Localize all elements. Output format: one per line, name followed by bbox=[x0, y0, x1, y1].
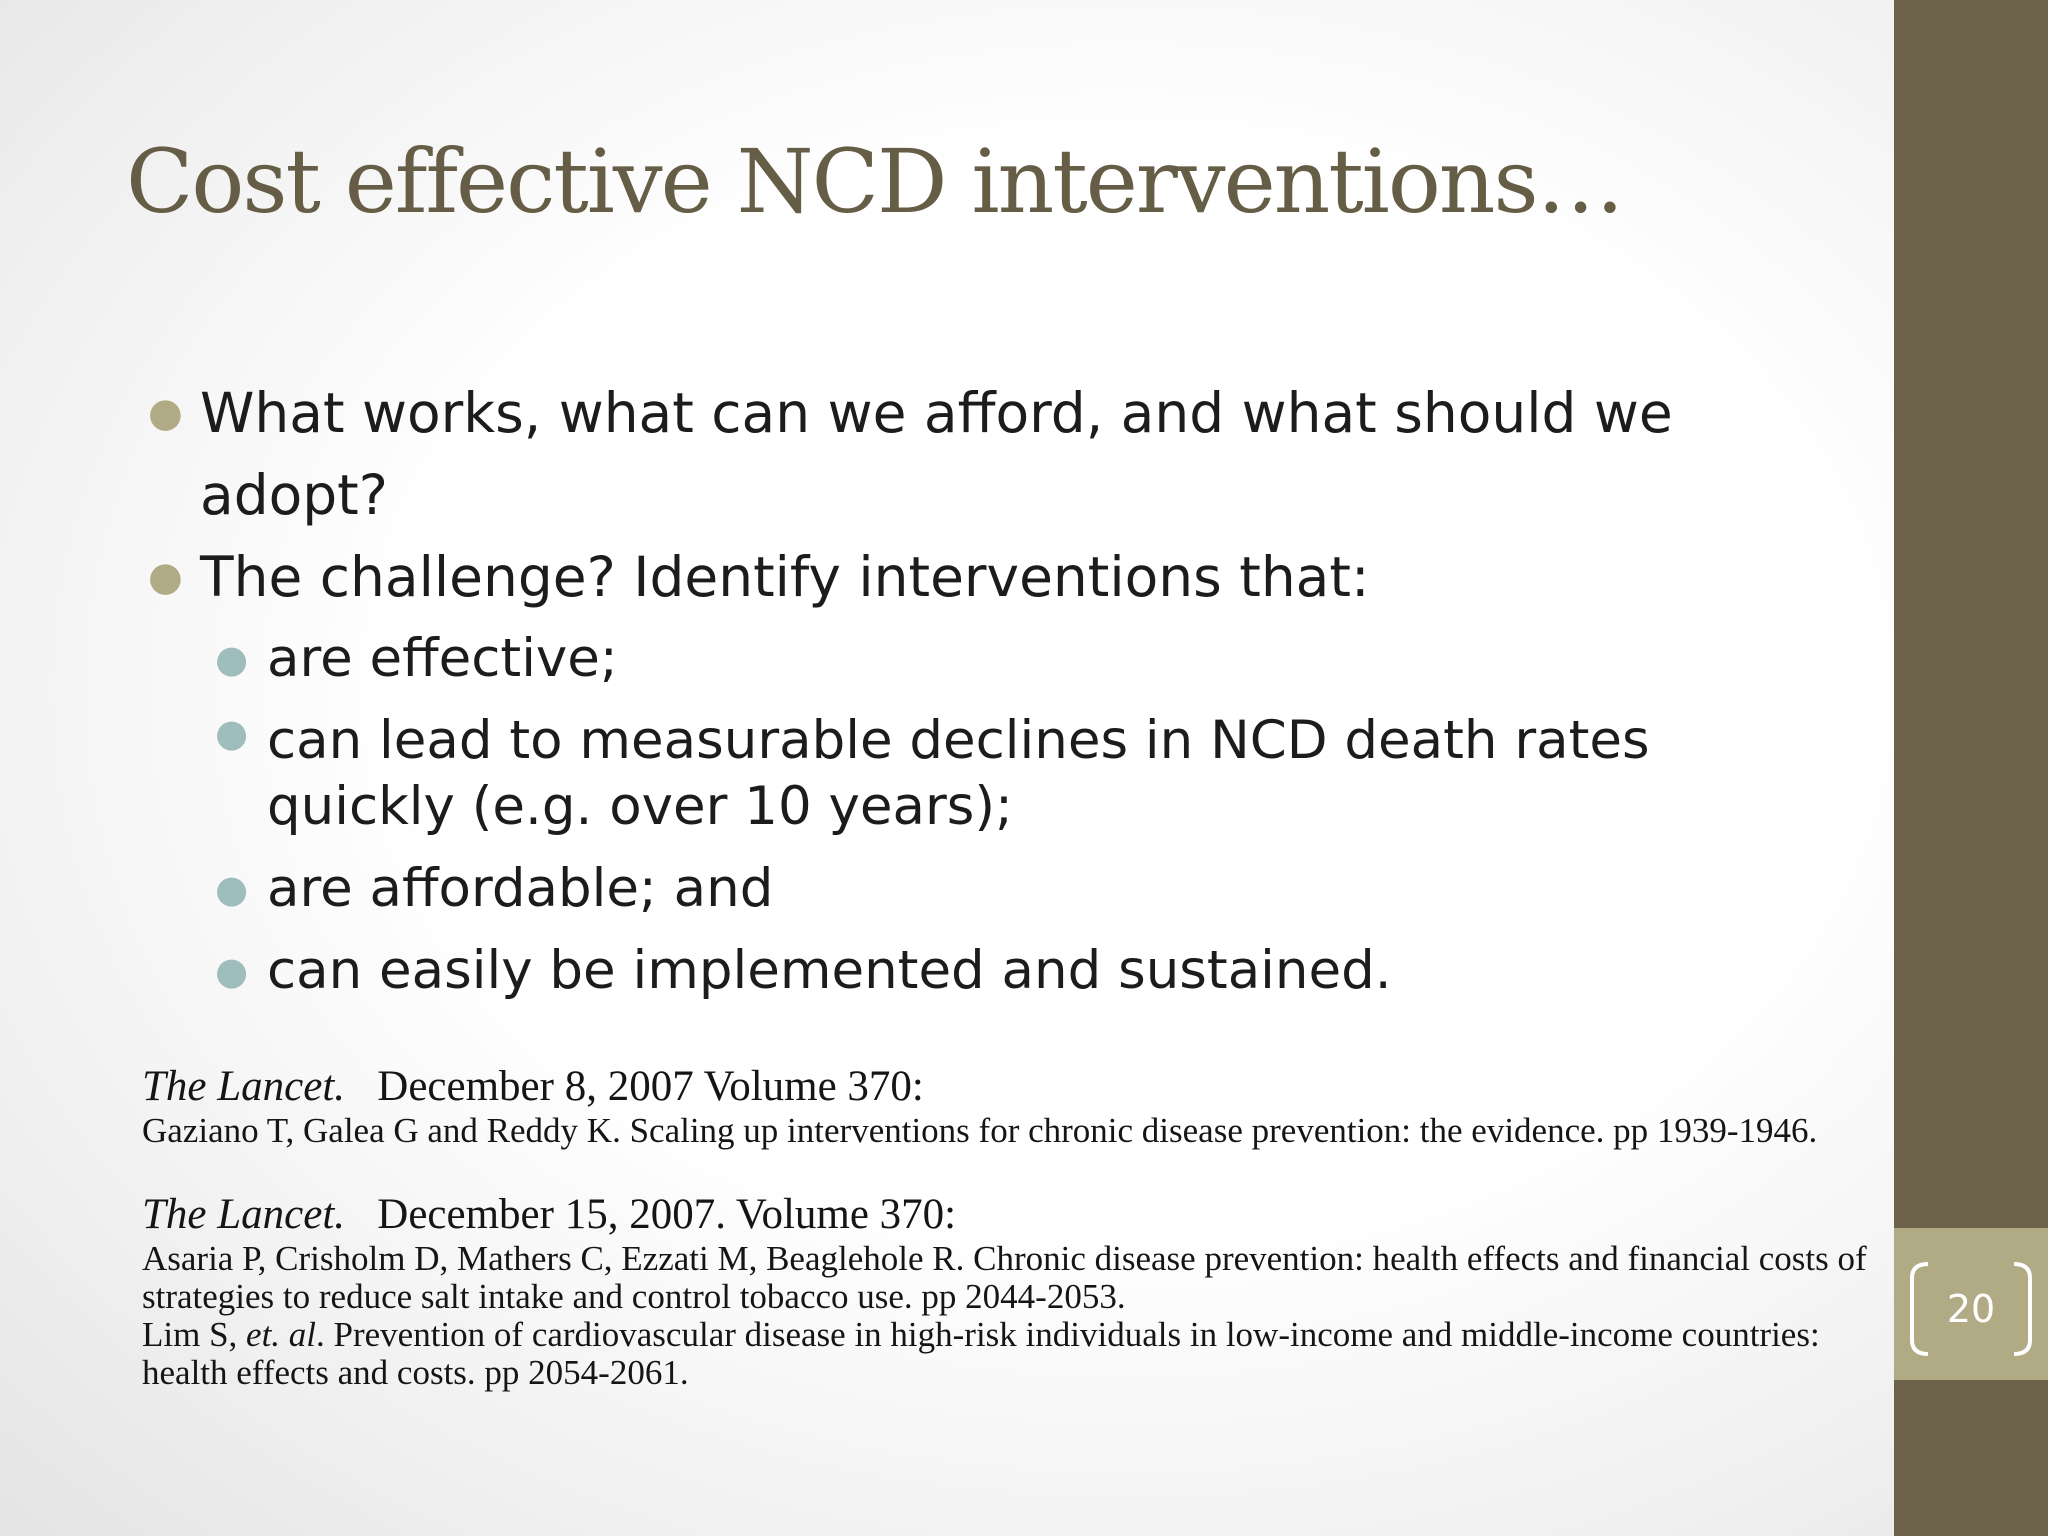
journal-name: The Lancet. bbox=[142, 1063, 346, 1110]
sub-bullet-dot-icon: ● bbox=[215, 867, 249, 911]
reference-authors: Lim S, bbox=[142, 1315, 238, 1354]
reference-heading bbox=[142, 1190, 1882, 1240]
reference-etal: et. al bbox=[246, 1315, 317, 1354]
reference-rest: . Prevention of cardiovascular disease in high-risk individuals in low-income and middle-income countries: health effects and costs. pp 2054-2061. bbox=[142, 1315, 1820, 1392]
bullet-item bbox=[148, 536, 1708, 618]
sub-bullet-dot-icon: ● bbox=[215, 637, 249, 681]
references bbox=[142, 1062, 1882, 1392]
journal-name: The Lancet. bbox=[142, 1191, 346, 1238]
reference-entry: Gaziano T, Galea G and Reddy K. Scaling up interventions for chronic disease prevention: the evidence. pp 1939-1946. bbox=[142, 1111, 1818, 1150]
sub-bullet-text: are affordable; and bbox=[267, 858, 774, 919]
journal-issue: December 8, 2007 Volume 370: bbox=[377, 1063, 924, 1110]
bullet-dot-icon: ● bbox=[148, 554, 183, 600]
sub-bullet-dot-icon: ● bbox=[215, 949, 249, 993]
sub-bullet-item bbox=[215, 700, 1708, 848]
sub-bullet-text: can lead to measurable declines in NCD death rates quickly (e.g. over 10 years); bbox=[267, 710, 1650, 837]
sub-bullet-item bbox=[215, 930, 1708, 1012]
bullet-text: The challenge? Identify interventions that: bbox=[200, 545, 1370, 609]
page-number: 20 bbox=[1946, 1287, 1996, 1331]
bullet-dot-icon: ● bbox=[148, 390, 183, 436]
reference-heading bbox=[142, 1062, 1882, 1112]
slide-title: Cost effective NCD interventions… bbox=[126, 130, 1623, 233]
bullet-item bbox=[148, 372, 1708, 536]
bullet-text: What works, what can we afford, and what should we adopt? bbox=[200, 381, 1673, 527]
reference-entry: Asaria P, Crisholm D, Mathers C, Ezzati M, Beaglehole R. Chronic disease prevention: health effects and financial costs of strategies to reduce salt intake and control tobacco use. pp 2044-2053. bbox=[142, 1239, 1867, 1316]
bullet-list bbox=[148, 372, 1708, 1012]
reference-entry bbox=[142, 1316, 1882, 1392]
sub-bullet-dot-icon: ● bbox=[215, 711, 249, 755]
sub-bullet-text: are effective; bbox=[267, 628, 618, 689]
sub-bullet-text: can easily be implemented and sustained. bbox=[267, 940, 1392, 1001]
journal-issue: December 15, 2007. Volume 370: bbox=[377, 1191, 957, 1238]
sub-bullet-item bbox=[215, 848, 1708, 930]
sub-bullet-item bbox=[215, 618, 1708, 700]
